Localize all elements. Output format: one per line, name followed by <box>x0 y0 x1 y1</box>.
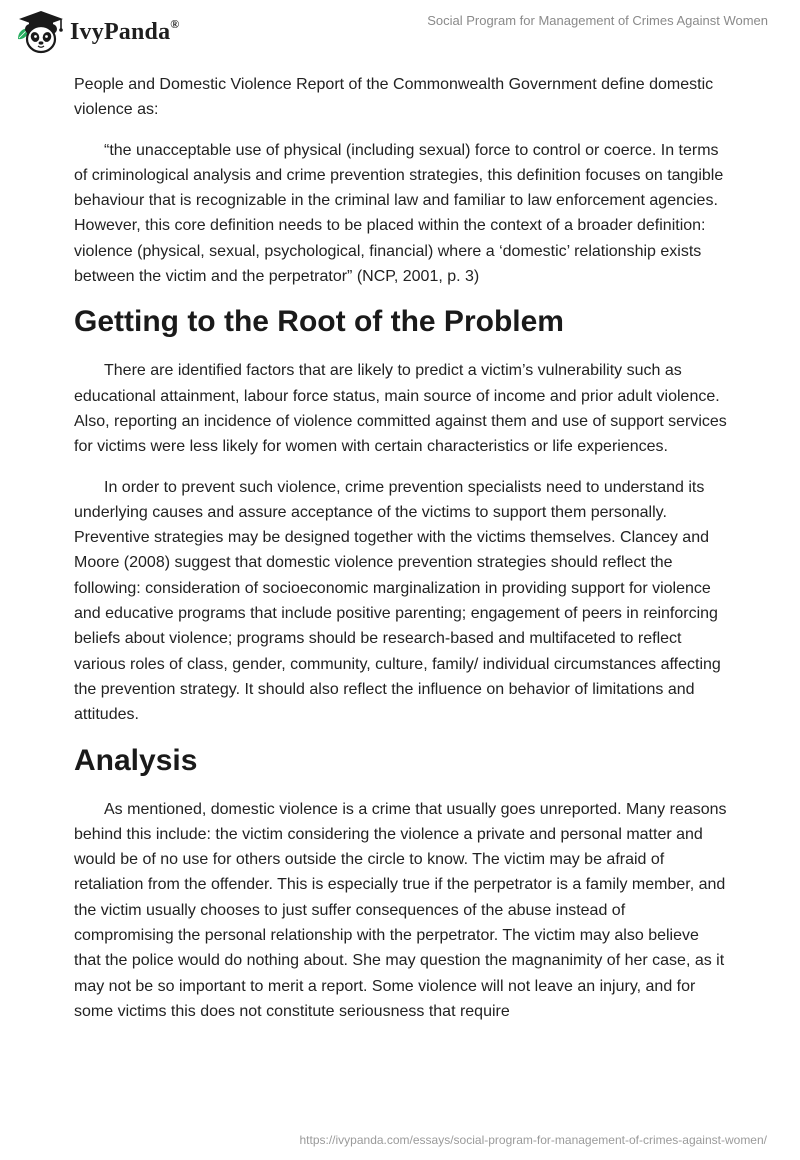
paragraph: As mentioned, domestic violence is a crime that usually goes unreported. Many reasons behind this include: the victim considering the violence a private and personal matter and would be of no use for others outside the circle to know. The victim may be afraid of retaliation from the offender. This is especially true if the perpetrator is a family member, and the victim usually chooses to just suffer consequences of the abuse instead of compromising the personal relationship with the perpetrator. The victim may also believe that the police would do nothing about. She may question the magnanimity of her case, as it may not be so important to merit a report. Some violence will not leave an injury, and for some victims this does not constitute seriousness that require <box>74 800 727 1020</box>
intro-paragraph: People and Domestic Violence Report of the Commonwealth Government define domestic violence as: <box>74 76 714 119</box>
document-title: Social Program for Management of Crimes Against Women <box>427 13 768 28</box>
paragraph: In order to prevent such violence, crime prevention specialists need to understand its underlying causes and assure acceptance of the victims to support them personally. Preventive strategies may be designed together with the victims themselves. Clancey and Moore (2008) suggest that domestic violence prevention strategies should reflect the following: consideration of socioeconomic marginalization in providing support for violence and educative programs that include positive parenting; engagement of peers in reinforcing beliefs about violence; programs should be research-based and multifaceted to reflect various roles of class, gender, community, culture, family/ individual circumstances affecting the prevention strategy. It should also reflect the influence on behavior of limitations and attitudes. <box>74 478 721 724</box>
panda-graduate-logo-icon <box>14 9 68 55</box>
essay-body <box>74 72 728 1024</box>
registered-mark: ® <box>170 16 180 31</box>
source-url-link[interactable]: https://ivypanda.com/essays/social-program-for-management-of-crimes-against-women/ <box>299 1133 767 1147</box>
ivypanda-logo[interactable] <box>14 9 179 55</box>
definition-quote: “the unacceptable use of physical (including sexual) force to control or coerce. In terms of criminological analysis and crime prevention strategies, this definition focuses on tangible behaviour that is recognizable in the criminal law and familiar to law enforcement agencies. However, this core definition needs to be placed within the context of a broader definition: violence (physical, sexual, psychological, financial) where a ‘domestic’ relationship exists between the victim and the perpetrator” (NCP, 2001, p. 3) <box>74 141 724 286</box>
paragraph: There are identified factors that are likely to predict a victim’s vulnerability such as educational attainment, labour force status, main source of income and prior adult violence. Also, reporting an incidence of violence committed against them and use of support services for victims were less likely for women with certain characteristics or life experiences. <box>74 362 727 456</box>
page-header <box>0 0 800 64</box>
section-heading-root-of-problem: Getting to the Root of the Problem <box>74 305 564 339</box>
section-heading-analysis: Analysis <box>74 743 198 777</box>
brand-name <box>70 16 180 46</box>
brand-name-text: IvyPanda <box>70 18 171 45</box>
